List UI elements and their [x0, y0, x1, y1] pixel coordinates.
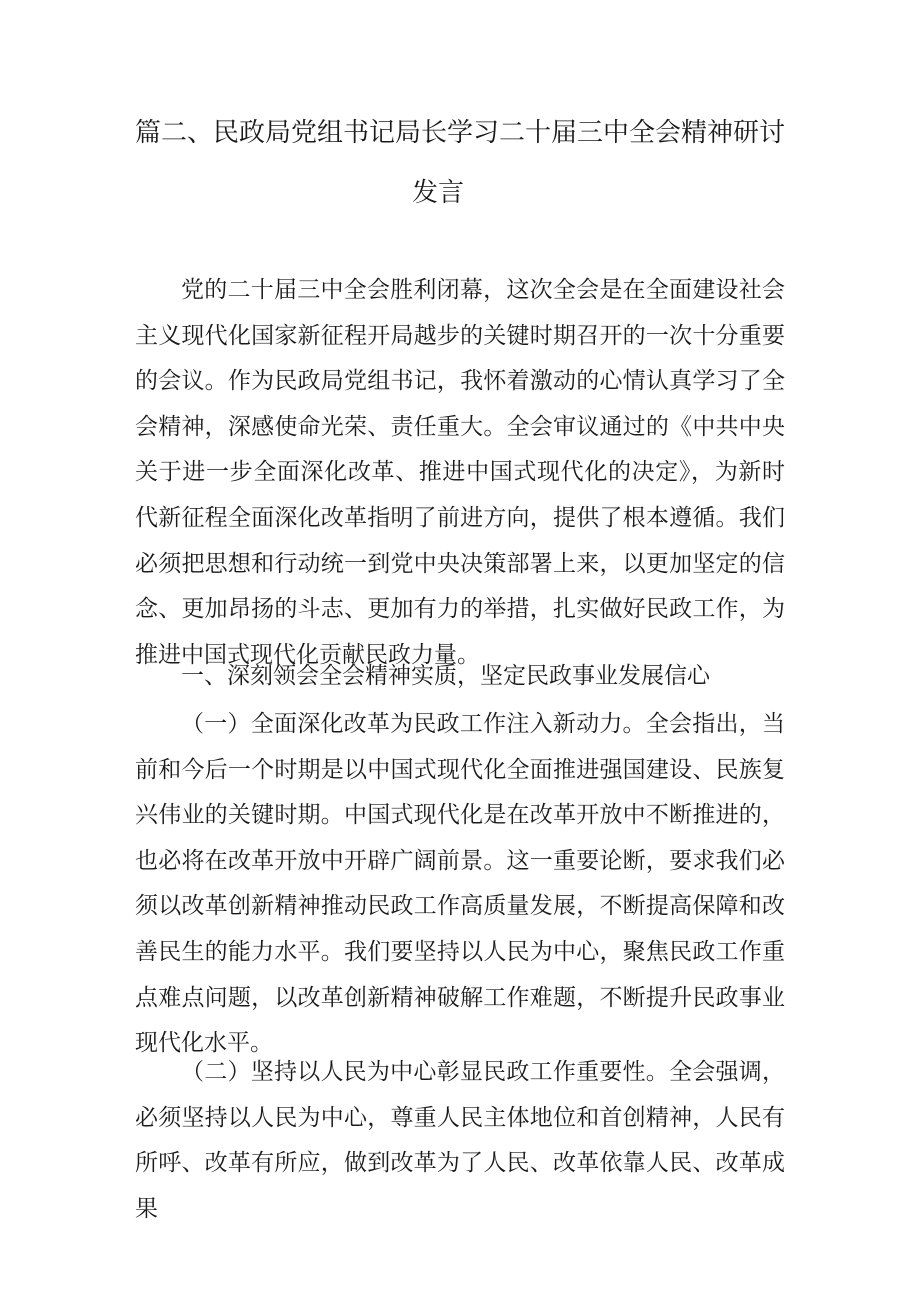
section-heading-1: 一、深刻领会全会精神实质，坚定民政事业发展信心: [181, 663, 710, 689]
document-title-line-2: 发言: [412, 178, 465, 208]
subsection-paragraph-2: （二）坚持以人民为中心彰显民政工作重要性。全会强调，必须坚持以人民为中心，尊重人民主体地位和首创精神，人民有所呼、改革有所应，做到改革为了人民、改革依靠人民、改革成果: [135, 1059, 785, 1222]
document-title-line-1: 篇二、民政局党组书记局长学习二十届三中全会精神研讨: [135, 118, 786, 148]
subsection-paragraph-1: （一）全面深化改革为民政工作注入新动力。全会指出，当前和今后一个时期是以中国式现代化全面推进强国建设、民族复兴伟业的关键时期。中国式现代化是在改革开放中不断推进的，也必将在改革开放中开辟广阔前景。这一重要论断，要求我们必须以改革创新精神推动民政工作高质量发展，不断提高保障和改善民生的能力水平。我们要坚持以人民为中心，聚焦民政工作重点难点问题，以改革创新精神破解工作难题，不断提升民政事业现代化水平。: [135, 711, 785, 1057]
intro-paragraph: 党的二十届三中全会胜利闭幕，这次全会是在全面建设社会主义现代化国家新征程开局越步的关键时期召开的一次十分重要的会议。作为民政局党组书记，我怀着激动的心情认真学习了全会精神，深感使命光荣、责任重大。全会审议通过的《中共中央关于进一步全面深化改革、推进中国式现代化的决定》，为新时代新征程全面深化改革指明了前进方向，提供了根本遵循。我们必须把思想和行动统一到党中央决策部署上来，以更加坚定的信念、更加昂扬的斗志、更加有力的举措，扎实做好民政工作，为推进中国式现代化贡献民政力量。: [135, 277, 785, 668]
